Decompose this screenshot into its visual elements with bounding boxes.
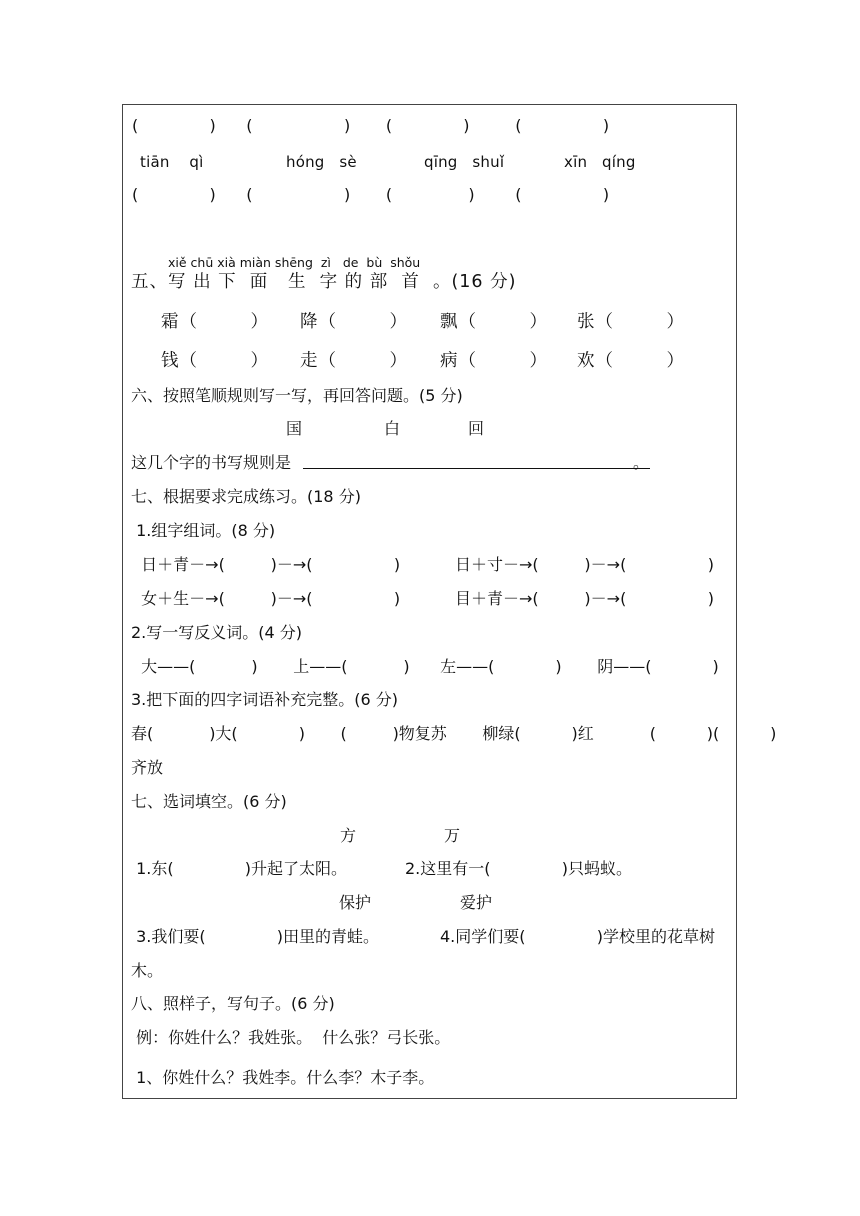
- section6-title: 六、按照笔顺规则写一写，再回答问题。(5 分): [131, 386, 463, 405]
- q1-row1-right: 日＋寸－→( )－→( ): [455, 555, 714, 574]
- blank-row-2: ( ) ( ) ( ) ( ): [132, 185, 610, 204]
- pinyin-hongse: hóng sè: [286, 153, 357, 171]
- q3-wrap: 齐放: [131, 758, 164, 777]
- q1-title: 1.组字组词。(8 分): [131, 521, 276, 540]
- example-sentence: 例：你姓什么？我姓张。 什么张？弓长张。: [131, 1028, 451, 1047]
- section7b-title: 七、选词填空。(6 分): [131, 792, 287, 811]
- char-bai: 白: [384, 419, 401, 438]
- q1-row2-left: 女＋生－→( )－→( ): [131, 589, 401, 608]
- char-guo: 国: [286, 419, 303, 438]
- q1-row1-left: 日＋青－→( )－→( ): [131, 555, 401, 574]
- section6-question: 这几个字的书写规则是: [131, 453, 292, 472]
- radical-jiang: 降（ ）: [300, 312, 409, 332]
- word-wan: 万: [444, 826, 461, 845]
- answer-underline[interactable]: [303, 468, 650, 469]
- radical-piao: 飘（ ）: [440, 312, 549, 332]
- q2-title: 2.写一写反义词。(4 分): [131, 623, 303, 642]
- blank-row-1: ( ) ( ) ( ) ( ): [132, 116, 610, 135]
- section7-title: 七、根据要求完成练习。(18 分): [131, 487, 361, 506]
- radical-zou: 走（ ）: [300, 351, 409, 371]
- q8-sentence-1: 1、你姓什么？我姓李。什么李？木子李。: [131, 1068, 435, 1087]
- q3-row: 春( )大( ) ( )物复苏 柳绿( )红 ( )( ): [131, 724, 777, 743]
- q3-title: 3.把下面的四字词语补充完整。(6 分): [131, 690, 399, 709]
- pinyin-qingshui: qīng shuǐ: [424, 153, 505, 171]
- section6-end: 。: [633, 453, 650, 472]
- pinyin-tianqi: tiān qì: [140, 153, 204, 171]
- radical-huan: 欢（ ）: [577, 351, 686, 371]
- fill-3: 3.我们要( )田里的青蛙。: [131, 927, 380, 946]
- radical-shuang: 霜（ ）: [161, 312, 270, 332]
- q1-row2-right: 目＋青－→( )－→( ): [455, 589, 714, 608]
- fill-1: 1.东( )升起了太阳。: [131, 859, 348, 878]
- section5-title: 五、写 出 下 面 生 字 的 部 首 。(16 分): [131, 272, 517, 292]
- fill-2: 2.这里有一( )只蚂蚁。: [405, 859, 632, 878]
- q2-row: 大——( ) 上——( ) 左——( ) 阴——( ): [131, 657, 719, 676]
- word-fang: 方: [340, 826, 357, 845]
- pinyin-xinqing: xīn qíng: [564, 153, 636, 171]
- char-hui: 回: [468, 419, 485, 438]
- fill-4-wrap: 木。: [131, 961, 164, 980]
- fill-4: 4.同学们要( )学校里的花草树: [440, 927, 715, 946]
- word-aihu: 爱护: [460, 893, 493, 912]
- word-baohu: 保护: [339, 893, 372, 912]
- radical-zhang: 张（ ）: [577, 312, 686, 332]
- section8-title: 八、照样子，写句子。(6 分): [131, 994, 335, 1013]
- section5-pinyin: xiě chū xià miàn shēng zì de bù shǒu: [168, 255, 421, 270]
- radical-qian: 钱（ ）: [161, 351, 270, 371]
- radical-bing: 病（ ）: [440, 351, 549, 371]
